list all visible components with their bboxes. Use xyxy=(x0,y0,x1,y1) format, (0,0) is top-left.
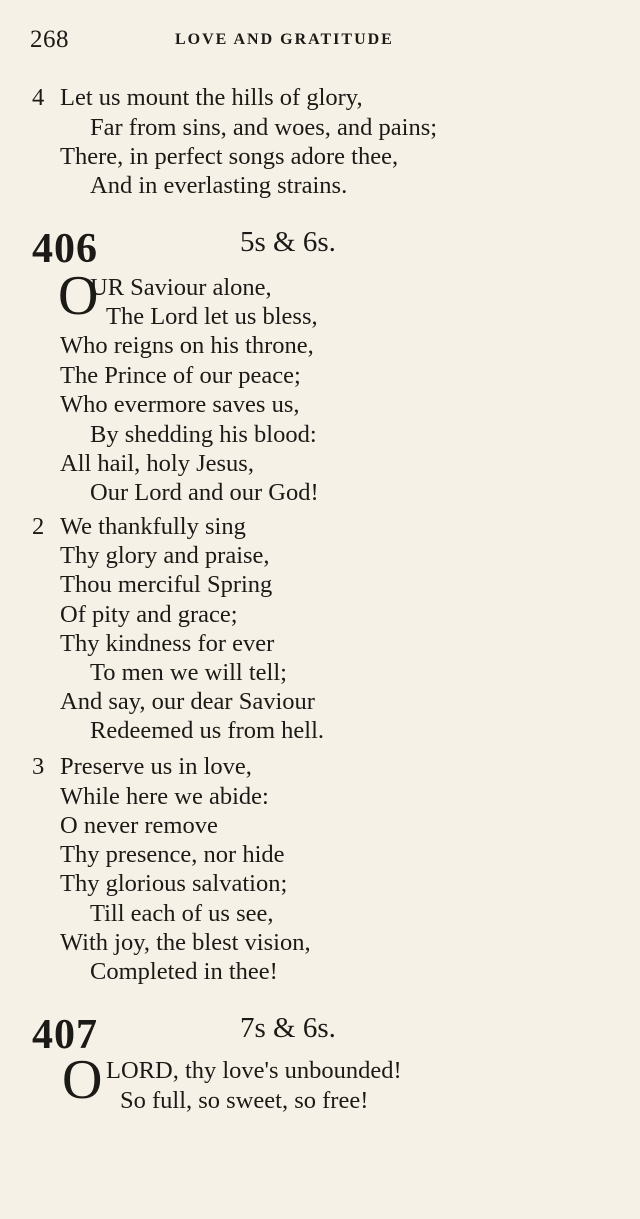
verse-line: All hail, holy Jesus, xyxy=(60,450,254,477)
drop-cap: O xyxy=(58,265,99,327)
verse-line: Thy glory and praise, xyxy=(60,542,270,569)
verse-line: Completed in thee! xyxy=(90,958,278,985)
verse-line: And in everlasting strains. xyxy=(90,172,348,199)
drop-cap: O xyxy=(62,1049,103,1111)
verse-line: UR Saviour alone, xyxy=(90,274,272,301)
verse-line: By shedding his blood: xyxy=(90,421,317,448)
hymn-number: 407 xyxy=(32,1012,98,1058)
hymn-meter: 7s & 6s. xyxy=(240,1012,336,1044)
verse-line: Thy glorious salvation; xyxy=(60,870,288,897)
verse-line: Our Lord and our God! xyxy=(90,479,319,506)
verse-line: The Lord let us bless, xyxy=(106,303,318,330)
verse-line: LORD, thy love's unbounded! xyxy=(106,1057,402,1084)
verse-line: Who evermore saves us, xyxy=(60,391,300,418)
verse-line: O never remove xyxy=(60,812,218,839)
verse-line: We thankfully sing xyxy=(60,513,246,540)
verse-line: Thy kindness for ever xyxy=(60,630,275,657)
verse-line: Thy presence, nor hide xyxy=(60,841,285,868)
verse-line: So full, so sweet, so free! xyxy=(120,1087,369,1114)
verse-line: The Prince of our peace; xyxy=(60,362,301,389)
verse-number: 2 xyxy=(32,513,45,540)
hymn-number: 406 xyxy=(32,226,98,272)
verse-line: And say, our dear Saviour xyxy=(60,688,315,715)
verse-line: Redeemed us from hell. xyxy=(90,717,325,744)
verse-line: With joy, the blest vision, xyxy=(60,929,311,956)
verse-line: Preserve us in love, xyxy=(60,753,252,780)
verse-line: Thou merciful Spring xyxy=(60,571,273,598)
verse-line: Of pity and grace; xyxy=(60,601,238,628)
running-head xyxy=(30,26,440,58)
verse-line: Far from sins, and woes, and pains; xyxy=(90,114,438,141)
verse-line: While here we abide: xyxy=(60,783,269,810)
verse-line: Let us mount the hills of glory, xyxy=(60,84,363,111)
verse-number: 4 xyxy=(32,84,45,111)
section-title: LOVE AND GRATITUDE xyxy=(175,31,394,48)
hymn-meter: 5s & 6s. xyxy=(240,226,336,258)
verse-number: 3 xyxy=(32,753,45,780)
verse-line: To men we will tell; xyxy=(90,659,287,686)
verse-line: There, in perfect songs adore thee, xyxy=(60,143,399,170)
page-number: 268 xyxy=(30,26,69,53)
verse-line: Who reigns on his throne, xyxy=(60,332,314,359)
verse-line: Till each of us see, xyxy=(90,900,274,927)
